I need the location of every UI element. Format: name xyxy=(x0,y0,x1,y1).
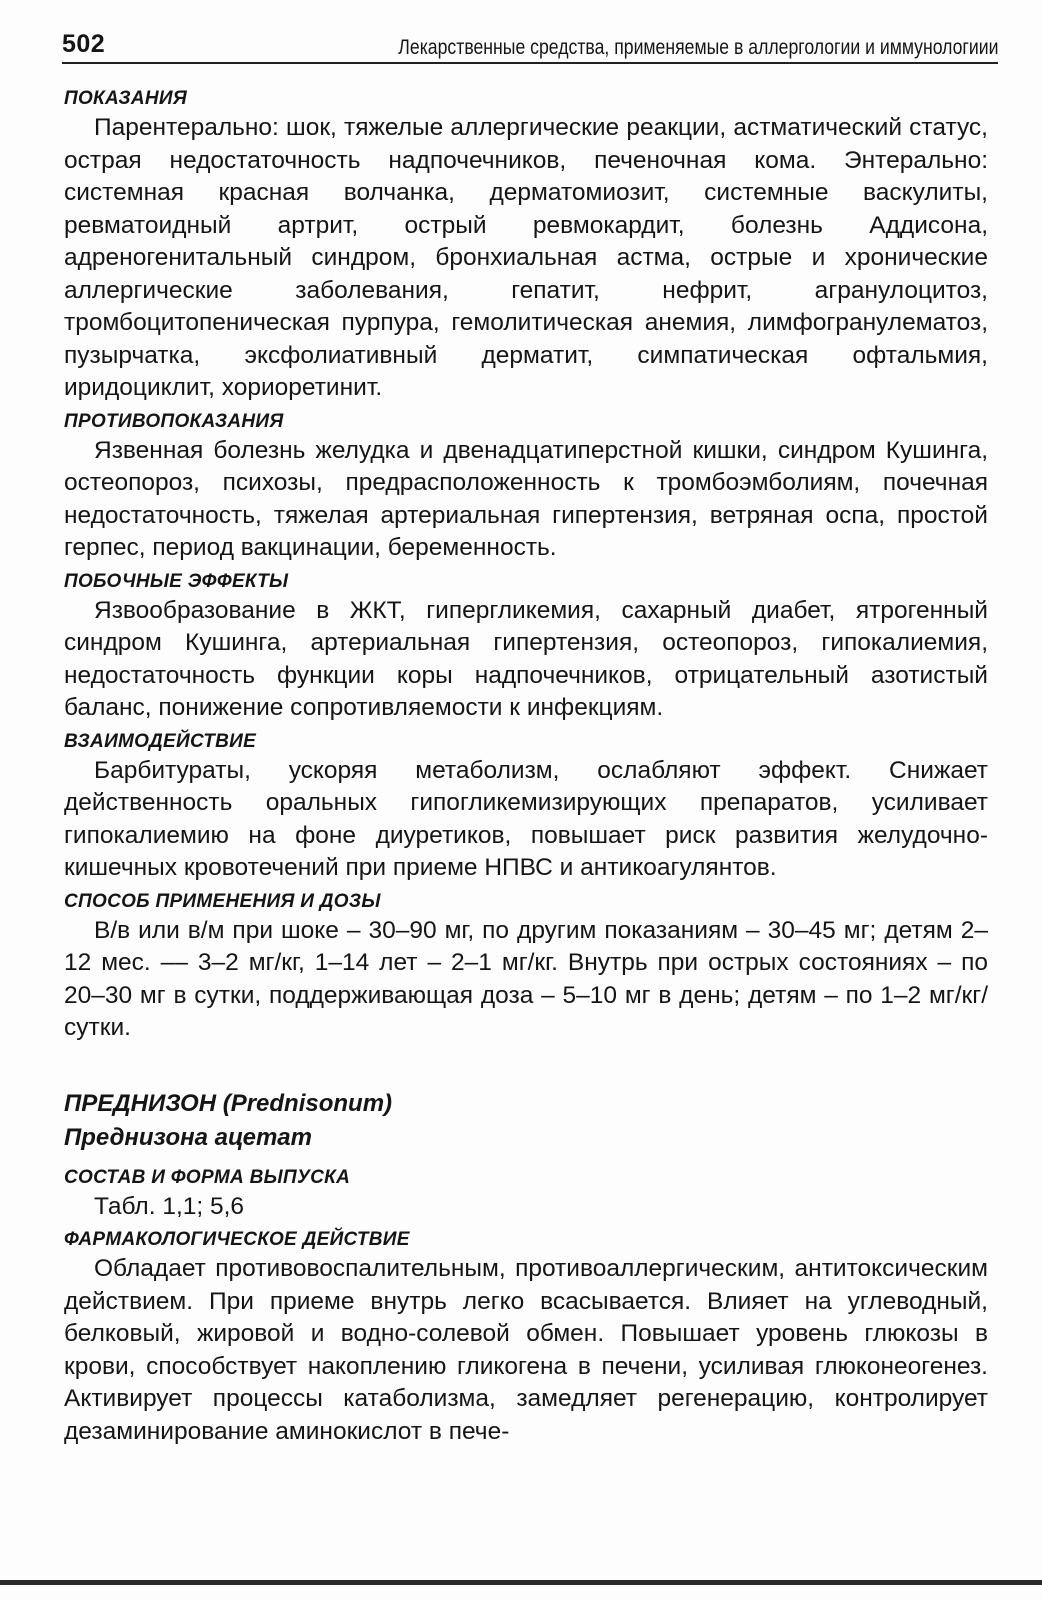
section-text: Барбитураты, ускоряя метаболизм, ослабляют эффект. Снижает действенность оральных гипогликемизирующих препаратов, усиливает гипокалиемию на фоне диуретиков, повышает риск развития желудочно-кишечных кровотечений при приеме НПВС и антикоагулянтов. xyxy=(64,756,988,881)
drug-name: ПРЕДНИЗОН xyxy=(64,1089,217,1117)
section-heading: ПОКАЗАНИЯ xyxy=(64,88,187,109)
running-title: Лекарственные средства, применяемые в аллергологии и иммунологиии xyxy=(397,36,998,59)
section-heading: СОСТАВ И ФОРМА ВЫПУСКА xyxy=(64,1166,351,1188)
section-heading: ФАРМАКОЛОГИЧЕСКОЕ ДЕЙСТВИЕ xyxy=(64,1229,410,1250)
section-dosage xyxy=(64,889,988,1045)
drug-title xyxy=(64,1087,988,1121)
page-number: 502 xyxy=(62,30,106,58)
section-text: В/в или в/м при шоке – 30–90 мг, по другим показаниям – 30–45 мг; детям 2–12 мес. –– 3–2 мг/кг, 1–14 лет – 2–1 мг/кг. Внутрь при острых состояниях – по 20–30 мг в сутки, поддерживающая доза – 5–10 мг в день; детям – по 1–2 мг/кг/сутки. xyxy=(64,916,988,1041)
section-contraindications xyxy=(64,409,988,565)
section-heading: СПОСОБ ПРИМЕНЕНИЯ И ДОЗЫ xyxy=(64,890,381,912)
section-text: Язвообразование в ЖКТ, гипергликемия, сахарный диабет, ятрогенный синдром Кушинга, артериальная гипертензия, остеопороз, гипокалиемия, недостаточность функции коры надпочечников, отрицательный азотистый баланс, понижение сопротивляемости к инфекциям. xyxy=(64,596,988,721)
drug-latin-name: (Prednisonum) xyxy=(222,1089,393,1117)
page-content xyxy=(64,86,988,1452)
section-text: Парентерально: шок, тяжелые аллергические реакции, астматический статус, острая недостаточность надпочечников, печеночная кома. Энтерально: системная красная волчанка, дерматомиозит, системные васкулиты, ревматоидный артрит, острый ревмокардит, болезнь Аддисона, адреногенитальный синдром, бронхиальная астма, острые и хронические аллергические заболевания, гепатит, нефрит, агранулоцитоз, тромбоцитопеническая пурпура, гемолитическая анемия, лимфогранулематоз, пузырчатка, эксфолиативный дерматит, симпатическая офтальмия, иридоциклит, хориоретинит. xyxy=(64,114,988,401)
section-text: Обладает противовоспалительным, противоаллергическим, антитоксическим действием. При приеме внутрь легко всасывается. Влияет на углеводный, белковый, жировой и водно-солевой обмен. Повышает уровень глюкозы в крови, способствует накоплению гликогена в печени, усиливая глюконеогенез. Активирует процессы катаболизма, замедляет регенерацию, контролирует дезаминирование аминокислот в пече- xyxy=(64,1255,988,1445)
section-pharmacology xyxy=(64,1227,988,1448)
section-text: Язвенная болезнь желудка и двенадцатиперстной кишки, синдром Кушинга, остеопороз, психозы, предрасположенность к тромбоэмболиям, почечная недостаточность, тяжелая артериальная гипертензия, ветряная оспа, простой герпес, период вакцинации, беременность. xyxy=(64,436,988,561)
section-heading: ВЗАИМОДЕЙСТВИЕ xyxy=(64,730,257,752)
section-composition xyxy=(64,1165,988,1224)
section-indications xyxy=(64,86,988,405)
drug-subtitle: Преднизона ацетат xyxy=(64,1123,312,1151)
section-heading: ПРОТИВОПОКАЗАНИЯ xyxy=(64,410,284,432)
section-side-effects xyxy=(64,569,988,725)
page-header xyxy=(62,26,998,64)
section-heading: ПОБОЧНЫЕ ЭФФЕКТЫ xyxy=(64,570,289,592)
bottom-rule xyxy=(0,1580,1042,1585)
section-text: Табл. 1,1; 5,6 xyxy=(94,1192,245,1220)
section-interactions xyxy=(64,729,988,885)
